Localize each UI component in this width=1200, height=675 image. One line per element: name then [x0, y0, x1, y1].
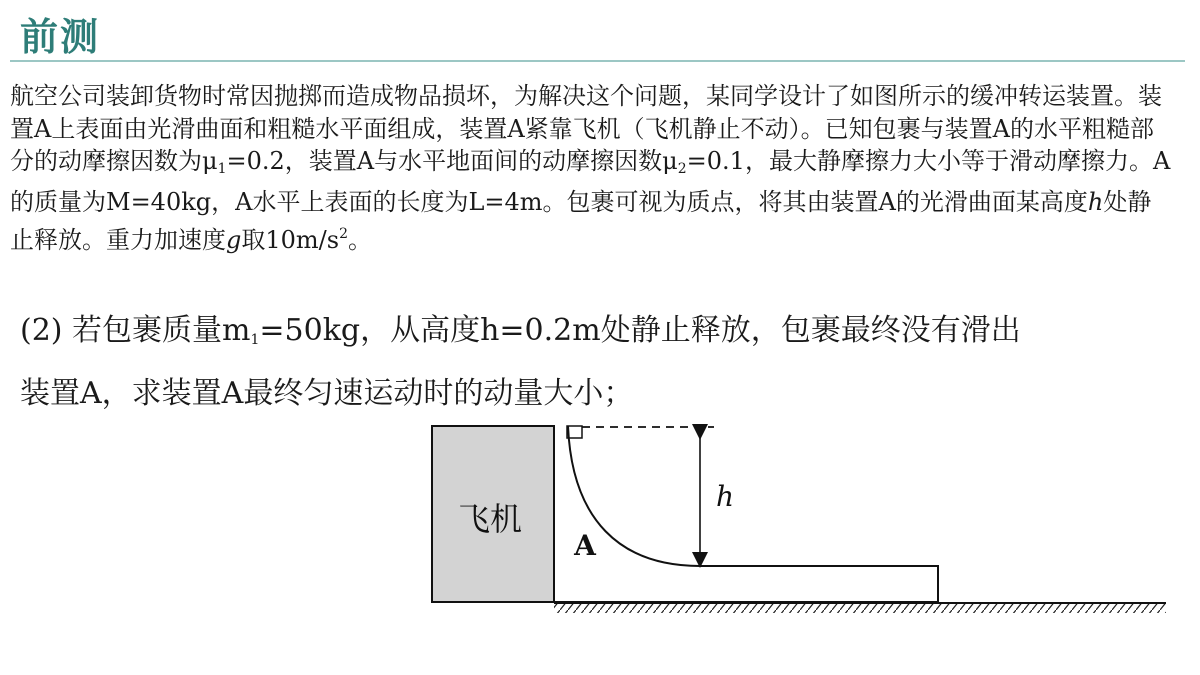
problem-text-5: 取10m/s: [241, 226, 340, 254]
question-text-b: =50kg，从高度h=0.2m处静止释放，包裹最终没有滑出: [259, 313, 1021, 348]
ground-hatching: [554, 603, 1166, 613]
mu2-subscript: 2: [677, 161, 687, 177]
problem-text-6: 。: [348, 226, 372, 254]
page-title: 前测: [20, 15, 101, 59]
problem-text-3: =0.1，最大静摩擦力大小等于滑动摩擦力。A的质量为M=40kg，A水平上表面的长度为L=4m。包裹可视为质点，将其由装置A的光滑曲面某高度: [10, 147, 1171, 216]
device-a-body: [554, 426, 938, 602]
m1-subscript: 1: [250, 332, 260, 348]
device-a-label: A: [574, 529, 596, 562]
problem-text-1: 航空公司装卸货物时常因抛掷而造成物品损坏，为解决这个问题，某同学设计了如图所示的缓冲转运装置。装置A上表面由光滑曲面和粗糙水平面组成，装置A紧靠飞机（飞机静止不动）。已知包裹与装置A的水平粗糙部分的动摩擦因数为μ: [10, 82, 1162, 175]
problem-text-4: 处静止释放。重力加速度: [10, 187, 1152, 254]
squared-superscript: 2: [339, 226, 348, 242]
height-label: h: [716, 480, 735, 513]
question-text-a: (2) 若包裹质量m: [20, 313, 251, 348]
problem-text-2: =0.2，装置A与水平地面间的动摩擦因数μ: [226, 147, 678, 175]
airplane-label: 飞机: [457, 500, 523, 538]
height-symbol: h: [1087, 187, 1104, 216]
question-line-2: 装置A，求装置A最终匀速运动时的动量大小；: [20, 376, 634, 411]
mu1-subscript: 1: [217, 161, 227, 177]
gravity-symbol: g: [226, 226, 242, 254]
